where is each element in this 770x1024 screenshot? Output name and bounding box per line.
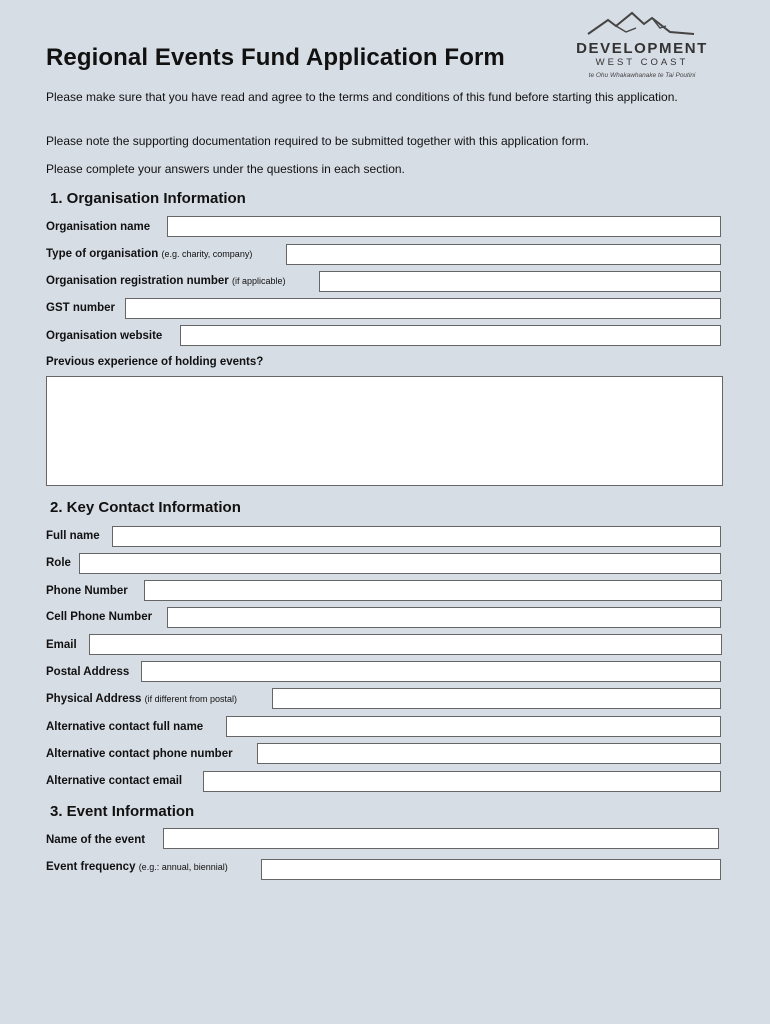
gst-number-input[interactable] <box>125 298 721 319</box>
label-email: Email <box>46 639 77 651</box>
event-frequency-input[interactable] <box>261 859 721 880</box>
label-registration-number <box>46 275 285 287</box>
label-full-name: Full name <box>46 530 100 542</box>
email-input[interactable] <box>89 634 722 655</box>
phone-number-input[interactable] <box>144 580 722 601</box>
intro-paragraph-instructions: Please complete your answers under the questions in each section. <box>46 162 405 176</box>
label-event-frequency <box>46 861 228 873</box>
label-previous-experience: Previous experience of holding events? <box>46 356 264 368</box>
label-gst-number: GST number <box>46 302 116 314</box>
mountain-logo-icon <box>586 10 696 38</box>
label-organisation-name: Organisation name <box>46 221 151 233</box>
label-postal-address: Postal Address <box>46 666 130 678</box>
label-physical-address-hint: (if different from postal) <box>144 694 238 704</box>
postal-address-input[interactable] <box>141 661 721 682</box>
physical-address-input[interactable] <box>272 688 721 709</box>
registration-number-input[interactable] <box>319 271 721 292</box>
label-event-name: Name of the event <box>46 834 146 846</box>
alternative-contact-email-input[interactable] <box>203 771 721 792</box>
alternative-contact-name-input[interactable] <box>226 716 721 737</box>
organisation-website-input[interactable] <box>180 325 721 346</box>
label-registration-number-text: Organisation registration number <box>46 275 229 287</box>
label-event-frequency-text: Event frequency <box>46 861 136 873</box>
intro-paragraph-documentation: Please note the supporting documentation required to be submitted together with this application form. <box>46 134 589 148</box>
label-alternative-contact-phone: Alternative contact phone number <box>46 748 233 760</box>
organisation-type-input[interactable] <box>286 244 721 265</box>
label-event-frequency-hint: (e.g.: annual, biennial) <box>138 862 228 872</box>
development-west-coast-logo <box>566 10 718 84</box>
full-name-input[interactable] <box>112 526 721 547</box>
alternative-contact-phone-input[interactable] <box>257 743 721 764</box>
label-organisation-type-hint: (e.g. charity, company) <box>161 249 253 259</box>
section-heading-organisation: 1. Organisation Information <box>50 190 246 207</box>
organisation-name-input[interactable] <box>167 216 721 237</box>
logo-tagline: te Ohu Whakawhanake te Tai Poutini <box>588 72 696 79</box>
label-organisation-type <box>46 248 252 260</box>
label-physical-address-text: Physical Address <box>46 693 142 705</box>
cell-phone-number-input[interactable] <box>167 607 721 628</box>
event-name-input[interactable] <box>163 828 719 849</box>
label-organisation-website: Organisation website <box>46 330 163 342</box>
label-registration-number-hint: (if applicable) <box>231 276 286 286</box>
section-heading-event: 3. Event Information <box>50 803 195 820</box>
label-physical-address <box>46 693 237 705</box>
previous-experience-textarea[interactable] <box>46 376 723 486</box>
label-alternative-contact-email: Alternative contact email <box>46 775 183 787</box>
role-input[interactable] <box>79 553 721 574</box>
logo-name: DEVELOPMENT <box>576 40 708 57</box>
form-title: Regional Events Fund Application Form <box>46 44 505 71</box>
section-heading-key-contact: 2. Key Contact Information <box>50 499 241 516</box>
label-phone-number: Phone Number <box>46 585 128 597</box>
logo-subtitle: WEST COAST <box>595 57 689 68</box>
intro-paragraph-terms: Please make sure that you have read and agree to the terms and conditions of this fund before starting this application. <box>46 90 678 104</box>
label-alternative-contact-name: Alternative contact full name <box>46 721 204 733</box>
label-cell-phone-number: Cell Phone Number <box>46 611 153 623</box>
label-organisation-type-text: Type of organisation <box>46 248 159 260</box>
label-role: Role <box>46 557 71 569</box>
